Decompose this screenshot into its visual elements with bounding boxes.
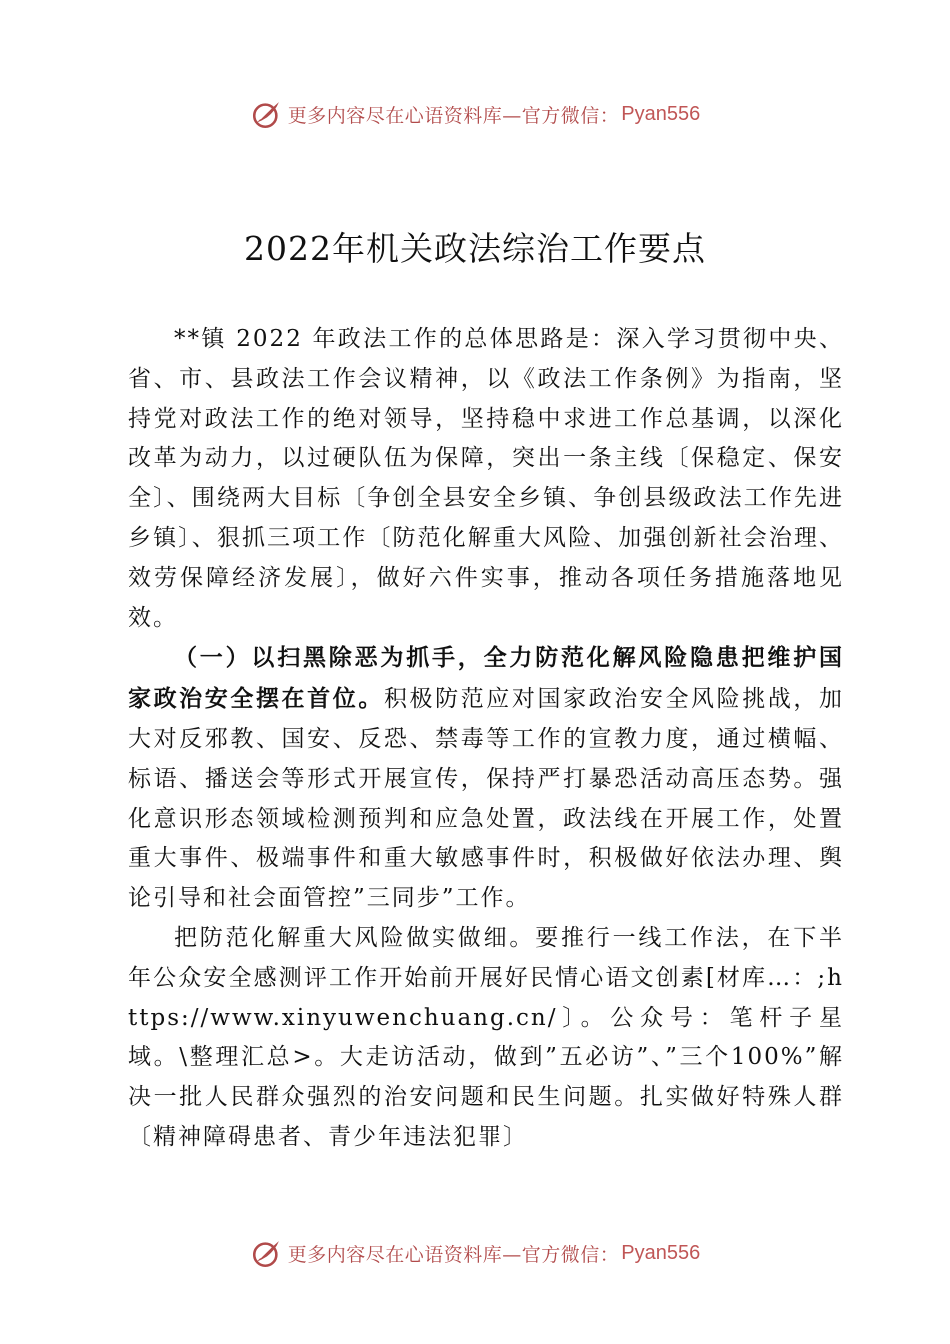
paragraph-intro: **镇 2022 年政法工作的总体思路是：深入学习贯彻中央、省、市、县政法工作会议精神，以《政法工作条例》为指南，坚持党对政法工作的绝对领导，坚持稳中求进工作总基调，以深化改革为动力，以过硬队伍为保障，突出一条主线〔保稳定、保安全〕、围绕两大目标〔争创全县安全乡镇、争创县级政法工作先进乡镇〕、狠抓三项工作〔防范化解重大风险、加强创新社会治理、效劳保障经济发展〕，做好六件实事，推动各项任务措施落地见效。: [128, 326, 844, 631]
wechat-id: Pyan556: [621, 1241, 701, 1264]
banner-text: 更多内容尽在心语资料库—官方微信：: [287, 1243, 620, 1266]
quill-pen-logo-icon: [250, 1236, 284, 1270]
paragraph-risk-prevention: 把防范化解重大风险做实做细。要推行一线工作法，在下半年公众安全感测评工作开始前开展好民情心语文创素[材库…：;https://www.xinyuwenchuang.cn/〕。公众号：笔杆子星域。\整理汇总>。大走访活动，做到”五必访”、”三个100%”解决一批人民群众强烈的治安问题和民生问题。扎实做好特殊人群〔精神障碍患者、青少年违法犯罪〕: [128, 924, 844, 1150]
quill-pen-logo-icon: [250, 97, 284, 131]
banner-text: 更多内容尽在心语资料库—官方微信：: [287, 104, 620, 127]
paragraph-section-one: [128, 638, 844, 919]
bottom-banner: [0, 1233, 950, 1273]
top-banner: [0, 94, 950, 134]
wechat-id: Pyan556: [621, 102, 701, 125]
document-title: 2022年机关政法综治工作要点: [244, 229, 706, 268]
section-one-heading: （一）以扫黑除恶为抓手，全力防范化解风险隐患把维护国家政治安全摆在首位。: [128, 644, 844, 713]
section-one-body: 积极防范应对国家政治安全风险挑战，加大对反邪教、国安、反恐、禁毒等工作的宣教力度，通过横幅、标语、播送会等形式开展宣传，保持严打暴恐活动高压态势。强化意识形态领域检测预判和应急处置，政法线在开展工作，处置重大事件、极端事件和重大敏感事件时，积极做好依法办理、舆论引导和社会面管控”三同步”工作。: [128, 686, 845, 912]
document-body: [128, 320, 844, 1158]
